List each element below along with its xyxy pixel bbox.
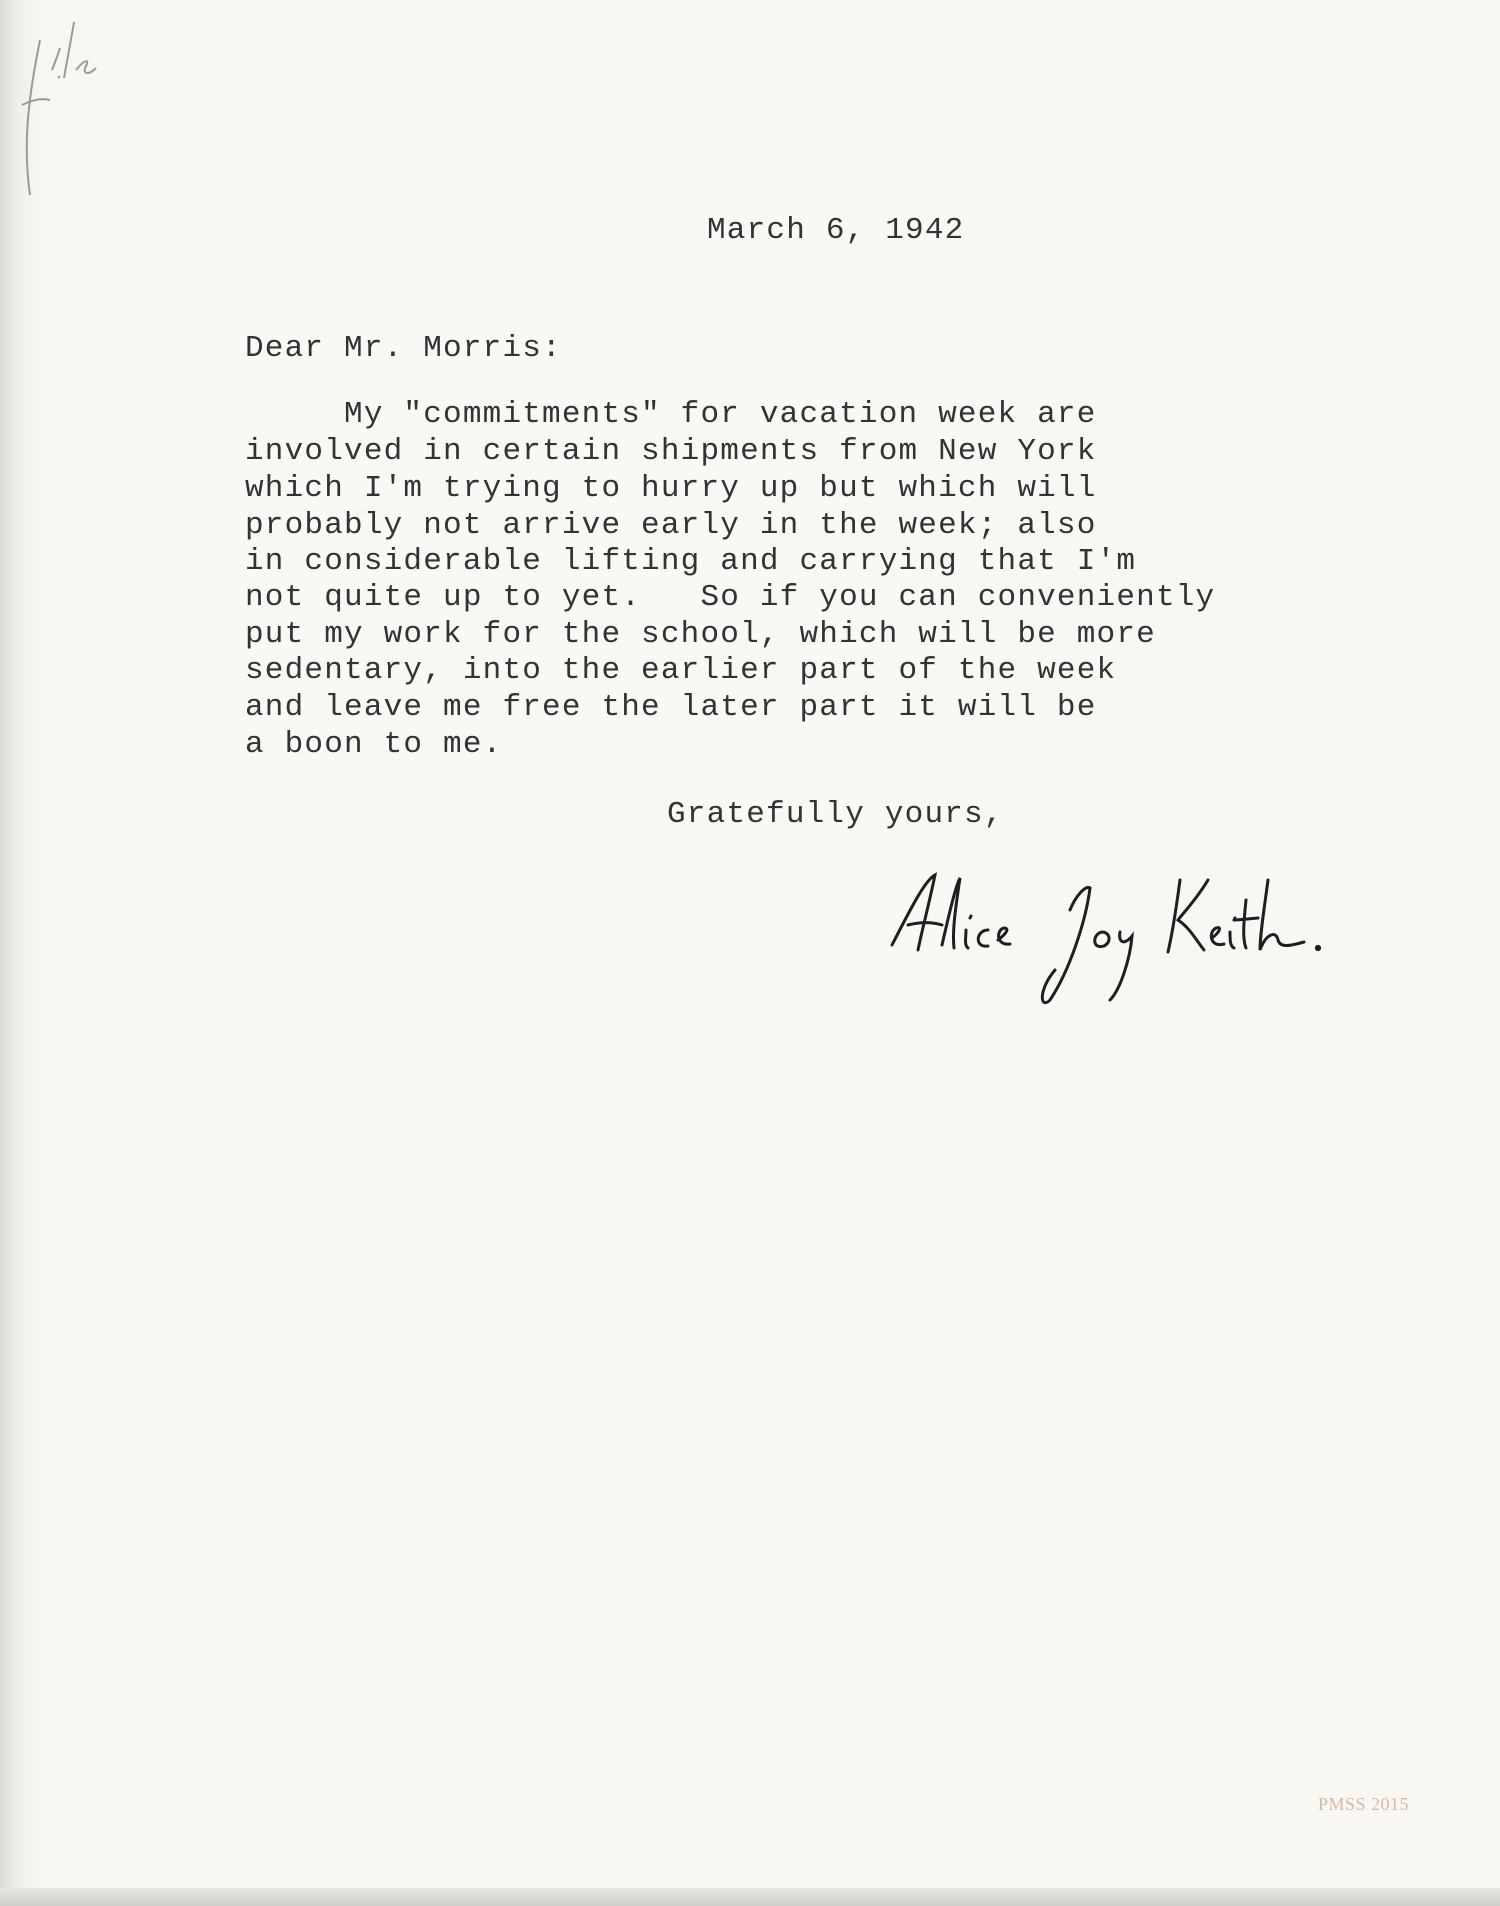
body-line: put my work for the school, which will be more <box>245 617 1156 652</box>
page-bottom-edge <box>0 1888 1500 1906</box>
body-line: involved in certain shipments from New York <box>245 434 1097 469</box>
letter-closing: Gratefully yours, <box>667 797 1004 832</box>
pencil-annotation <box>0 0 120 220</box>
letter-date: March 6, 1942 <box>707 213 965 248</box>
body-line: a boon to me. <box>245 727 503 762</box>
letter-salutation: Dear Mr. Morris: <box>245 331 562 366</box>
body-line: which I'm trying to hurry up but which will <box>245 471 1097 506</box>
body-line: not quite up to yet. So if you can conveniently <box>245 580 1216 615</box>
body-line: sedentary, into the earlier part of the week <box>245 653 1117 688</box>
page-left-edge <box>0 0 16 1906</box>
body-line: in considerable lifting and carrying that I'm <box>245 544 1137 579</box>
archive-stamp: PMSS 2015 <box>1318 1794 1410 1814</box>
body-line: My "commitments" for vacation week are <box>245 397 1097 432</box>
handwritten-signature <box>880 850 1340 1020</box>
body-line: and leave me free the later part it will be <box>245 690 1097 725</box>
body-line: probably not arrive early in the week; also <box>245 508 1097 543</box>
